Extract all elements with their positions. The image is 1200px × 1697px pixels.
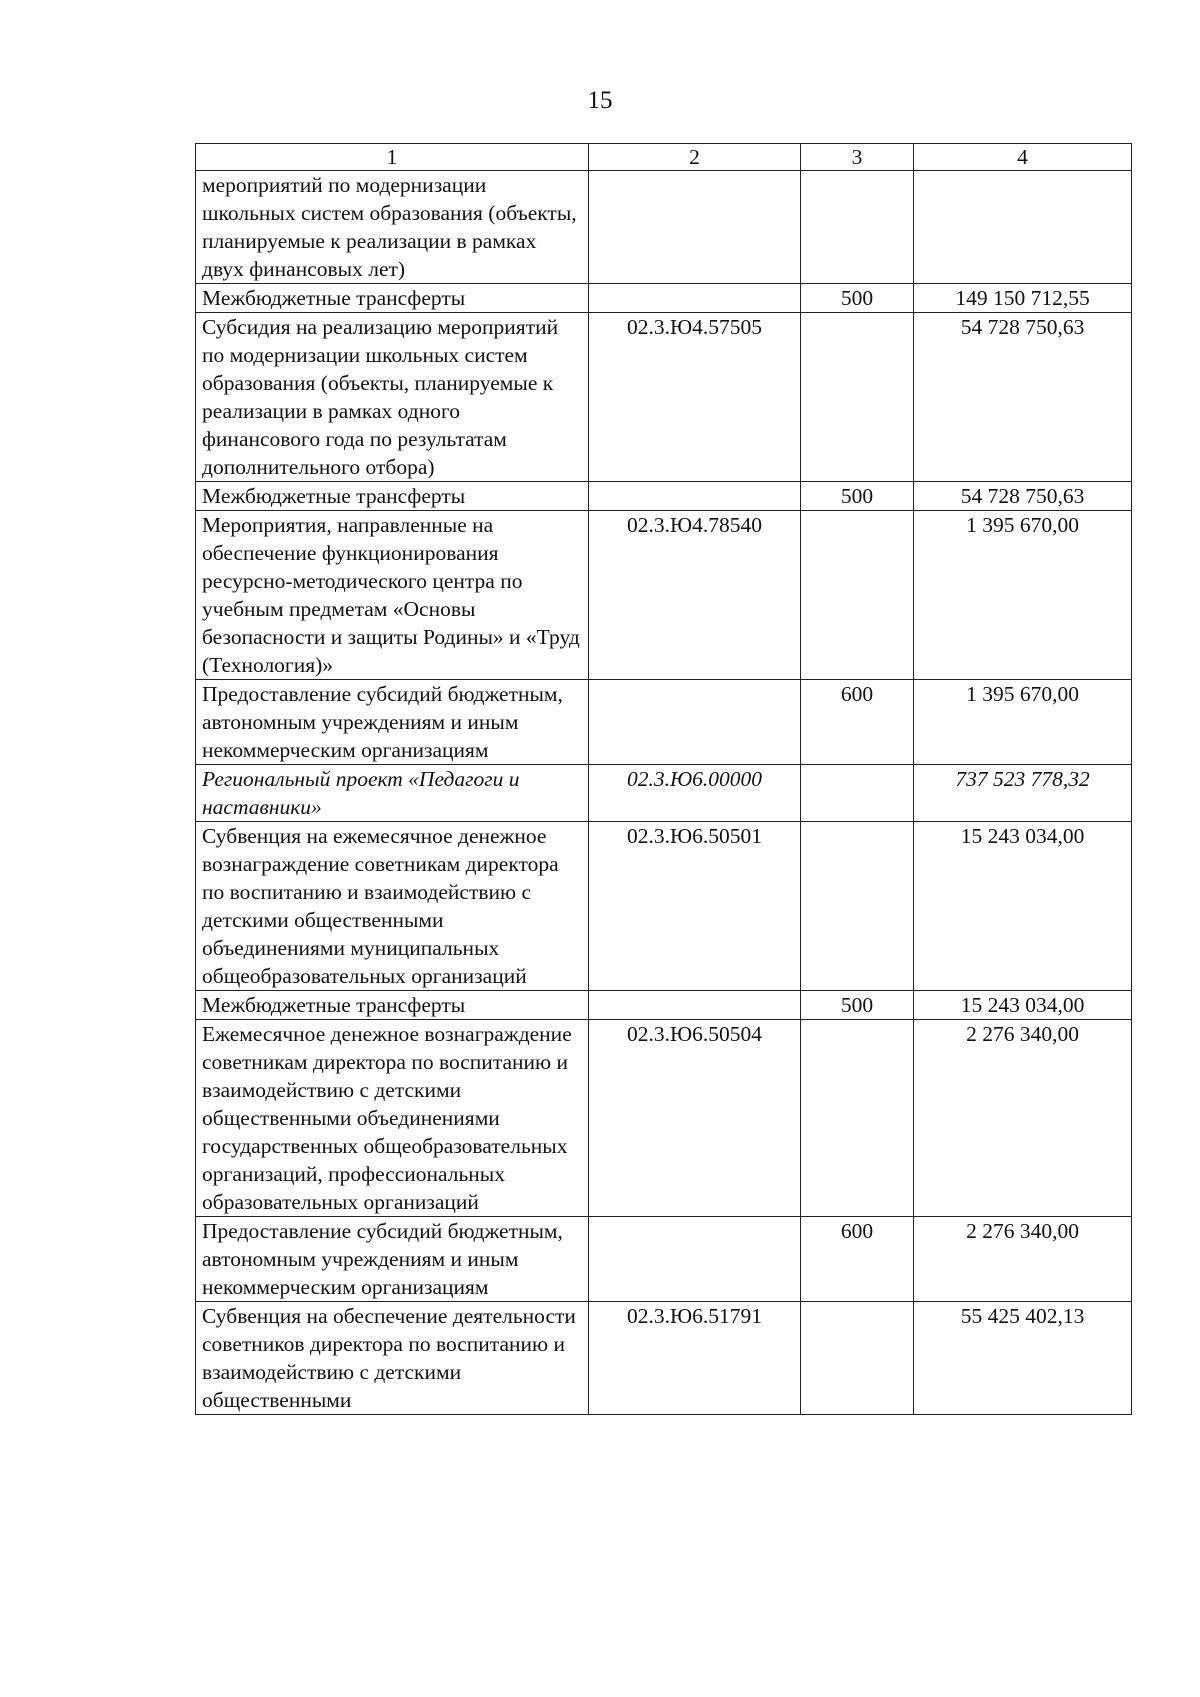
budget-table: [195, 143, 1132, 1415]
row-code-cell: [589, 991, 801, 1020]
row-code-cell: [589, 284, 801, 313]
table-body: [196, 171, 1132, 1415]
table-row: [196, 171, 1132, 284]
row-code-cell: [589, 482, 801, 511]
row-expense-type-cell: 500: [801, 991, 914, 1020]
row-name-cell: Субсидия на реализацию мероприятий по модернизации школьных систем образования (объекты, планируемые к реализации в рамках одного финансового года по результатам дополнительного отбора): [196, 313, 589, 482]
row-code-cell: 02.3.Ю6.50504: [589, 1020, 801, 1217]
row-name-cell: Предоставление субсидий бюджетным, автономным учреждениям и иным некоммерческим организациям: [196, 680, 589, 765]
page-number: 15: [587, 87, 613, 114]
row-code-cell: [589, 1217, 801, 1302]
header-col-2: 2: [589, 144, 801, 171]
table-row: [196, 765, 1132, 822]
row-expense-type-cell: [801, 1302, 914, 1415]
table-row: [196, 482, 1132, 511]
row-amount-cell: [914, 171, 1132, 284]
table-row: [196, 284, 1132, 313]
row-amount-cell: 54 728 750,63: [914, 482, 1132, 511]
table-row: [196, 680, 1132, 765]
row-name-cell: Межбюджетные трансферты: [196, 284, 589, 313]
row-code-cell: [589, 680, 801, 765]
table-row: [196, 822, 1132, 991]
header-col-3: 3: [801, 144, 914, 171]
row-expense-type-cell: 600: [801, 1217, 914, 1302]
row-amount-cell: 149 150 712,55: [914, 284, 1132, 313]
row-code-cell: 02.3.Ю6.50501: [589, 822, 801, 991]
row-expense-type-cell: [801, 511, 914, 680]
row-code-cell: 02.3.Ю4.78540: [589, 511, 801, 680]
header-row: [196, 144, 1132, 171]
row-name-cell: Ежемесячное денежное вознаграждение советникам директора по воспитанию и взаимодействию с детскими общественными объединениями государственных общеобразовательных организаций, профессиональных образовательных организаций: [196, 1020, 589, 1217]
table-row: [196, 511, 1132, 680]
row-amount-cell: 55 425 402,13: [914, 1302, 1132, 1415]
row-name-cell: мероприятий по модернизации школьных систем образования (объекты, планируемые к реализации в рамках двух финансовых лет): [196, 171, 589, 284]
row-amount-cell: 737 523 778,32: [914, 765, 1132, 822]
row-amount-cell: 1 395 670,00: [914, 680, 1132, 765]
table-row: [196, 313, 1132, 482]
table-header: [196, 144, 1132, 171]
table-row: [196, 1302, 1132, 1415]
table-row: [196, 1020, 1132, 1217]
row-code-cell: [589, 171, 801, 284]
table-row: [196, 991, 1132, 1020]
row-name-cell: Региональный проект «Педагоги и наставники»: [196, 765, 589, 822]
row-amount-cell: 1 395 670,00: [914, 511, 1132, 680]
row-name-cell: Межбюджетные трансферты: [196, 991, 589, 1020]
row-name-cell: Предоставление субсидий бюджетным, автономным учреждениям и иным некоммерческим организациям: [196, 1217, 589, 1302]
row-expense-type-cell: 600: [801, 680, 914, 765]
row-expense-type-cell: [801, 822, 914, 991]
header-col-4: 4: [914, 144, 1132, 171]
row-amount-cell: 2 276 340,00: [914, 1217, 1132, 1302]
header-col-1: 1: [196, 144, 589, 171]
row-code-cell: 02.3.Ю6.00000: [589, 765, 801, 822]
row-expense-type-cell: [801, 1020, 914, 1217]
row-expense-type-cell: [801, 313, 914, 482]
row-name-cell: Межбюджетные трансферты: [196, 482, 589, 511]
row-amount-cell: 15 243 034,00: [914, 991, 1132, 1020]
row-name-cell: Субвенция на обеспечение деятельности советников директора по воспитанию и взаимодействию с детскими общественными: [196, 1302, 589, 1415]
row-amount-cell: 54 728 750,63: [914, 313, 1132, 482]
row-expense-type-cell: 500: [801, 482, 914, 511]
row-name-cell: Субвенция на ежемесячное денежное вознаграждение советникам директора по воспитанию и взаимодействию с детскими общественными объединениями муниципальных общеобразовательных организаций: [196, 822, 589, 991]
row-code-cell: 02.3.Ю4.57505: [589, 313, 801, 482]
row-amount-cell: 15 243 034,00: [914, 822, 1132, 991]
table-row: [196, 1217, 1132, 1302]
row-name-cell: Мероприятия, направленные на обеспечение функционирования ресурсно-методического центра по учебным предметам «Основы безопасности и защиты Родины» и «Труд (Технология)»: [196, 511, 589, 680]
row-amount-cell: 2 276 340,00: [914, 1020, 1132, 1217]
row-expense-type-cell: [801, 765, 914, 822]
row-expense-type-cell: 500: [801, 284, 914, 313]
row-code-cell: 02.3.Ю6.51791: [589, 1302, 801, 1415]
row-expense-type-cell: [801, 171, 914, 284]
